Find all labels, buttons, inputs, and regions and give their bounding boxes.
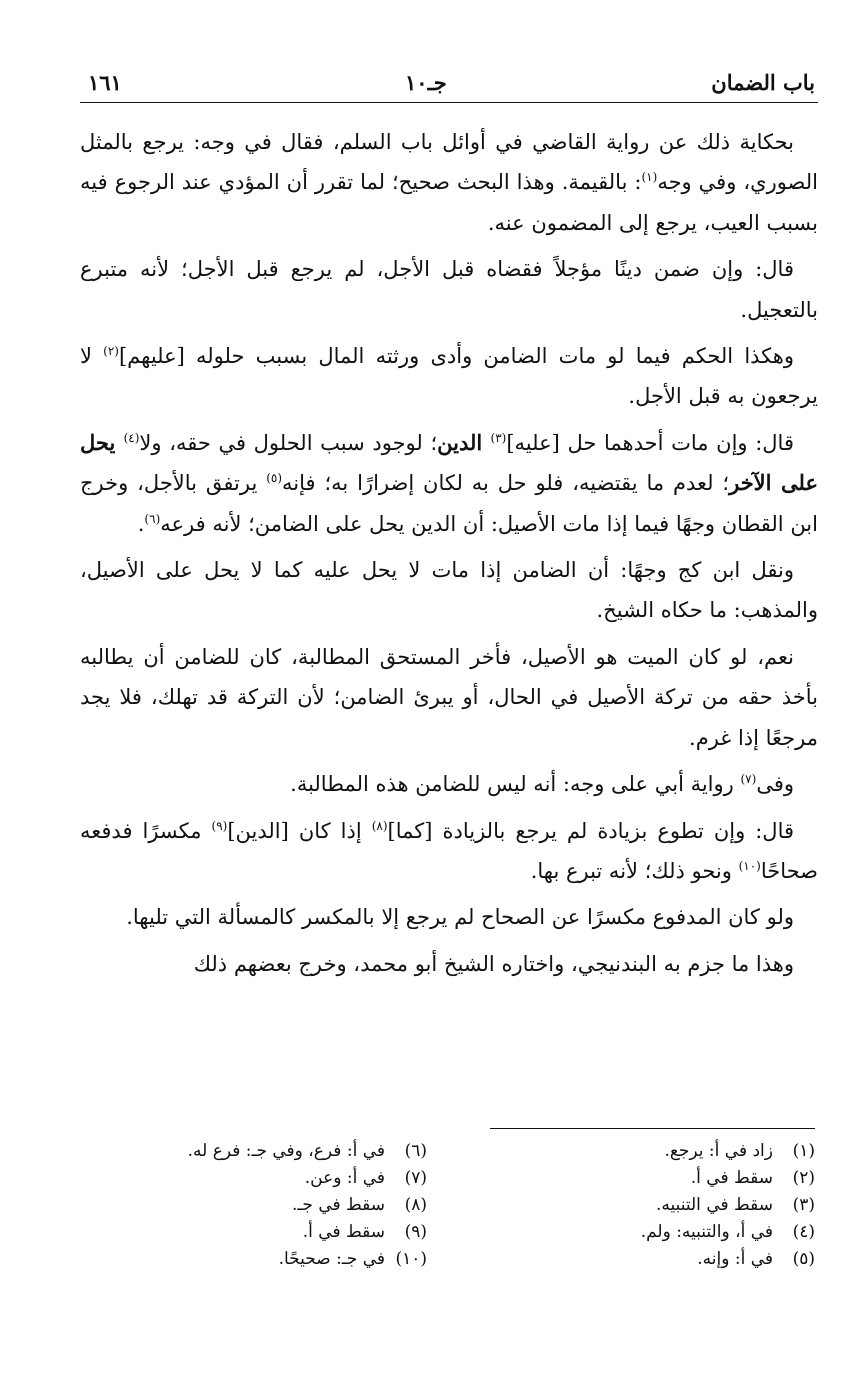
footnote	[77, 1192, 427, 1219]
footnote-ref-8: (٨)	[371, 818, 388, 833]
footnote-text: سقط في التنبيه.	[655, 1195, 773, 1215]
text: مكسرًا فدفعه صحاحًا	[80, 818, 818, 883]
text: ؛ لوجود سبب الحلول في حقه، ولا	[139, 430, 438, 455]
paragraph-4	[80, 423, 818, 544]
text: إذا كان [الدين]	[227, 818, 372, 843]
footnote	[77, 1246, 427, 1273]
text: وهكذا الحكم فيما لو مات الضامن وأدى ورثته المال بسبب حلوله [عليهم]	[118, 344, 794, 369]
footnote-rule	[490, 1128, 815, 1129]
footnote-text: في أ، والتنبيه: ولم.	[640, 1222, 773, 1242]
paragraph-8	[80, 811, 818, 892]
footnote	[515, 1165, 815, 1192]
text: ونقل ابن كج وجهًا: أن الضامن إذا مات لا يحل عليه كما لا يحل على الأصيل، والمذهب: ما حكاه الشيخ.	[80, 558, 818, 623]
footnote-ref-6: (٦)	[144, 511, 161, 526]
footnote-number: (٦)	[404, 1141, 427, 1161]
footnote-ref-2: (٢)	[103, 344, 119, 359]
footnote-ref-5: (٥)	[266, 471, 283, 486]
text: يرتفق بالأجل، وخرج ابن القطان وجهًا فيما إذا مات الأصيل: أن الدين يحل على الضامن؛ لأنه فرعه	[80, 471, 818, 536]
bold-term: الدين	[437, 429, 491, 455]
footnote	[77, 1165, 427, 1192]
text: ونحو ذلك؛ لأنه تبرع بها.	[530, 858, 739, 883]
footnote-text: في أ: وإنه.	[697, 1249, 773, 1269]
paragraph-6	[80, 637, 818, 758]
footnote	[515, 1246, 815, 1273]
footnote-ref-3: (٣)	[490, 430, 507, 445]
text: رواية أبي على وجه: أنه ليس للضامن هذه المطالبة.	[290, 772, 741, 797]
page-number: ١٦١	[88, 70, 122, 95]
text: نعم، لو كان الميت هو الأصيل، فأخر المستحق المطالبة، كان للضامن أن يطالبه بأخذ حقه من تركة الأصيل في الحال، أو يبرئ الضامن؛ لأن التركة قد تهلك، فلا يجد مرجعًا إذا غرم.	[80, 644, 818, 750]
paragraph-10	[80, 944, 818, 984]
paragraph-2	[80, 249, 818, 330]
main-text	[80, 122, 818, 990]
paragraph-3	[80, 336, 818, 417]
footnote	[515, 1219, 815, 1246]
text: ؛ لعدم ما يقتضيه، فلو حل به لكان إضرارًا به؛ فإنه	[282, 471, 730, 496]
footnotes-column-left	[77, 1138, 427, 1273]
footnote-number: (٨)	[404, 1195, 427, 1215]
footnote-number: (٣)	[792, 1195, 815, 1215]
header-rule	[80, 102, 818, 103]
text: بحكاية ذلك عن رواية القاضي في أوائل باب السلم، فقال في وجه: يرجع بالمثل الصوري، وفي وجه	[80, 130, 818, 195]
footnote-text: زاد في أ: يرجع.	[664, 1141, 773, 1161]
footnote-number: (١٠)	[395, 1249, 427, 1269]
text: قال: وإن مات أحدهما حل [عليه]	[506, 430, 794, 455]
footnote-number: (٥)	[792, 1249, 815, 1269]
footnote-ref-1: (١)	[641, 170, 658, 185]
footnote	[77, 1219, 427, 1246]
text: : بالقيمة. وهذا البحث صحيح؛ لما تقرر أن المؤدي عند الرجوع فيه بسبب العيب، يرجع إلى المضمون عنه.	[80, 170, 818, 235]
paragraph-5	[80, 550, 818, 631]
paragraph-1	[80, 122, 818, 243]
footnote-number: (٤)	[792, 1222, 815, 1242]
footnote	[515, 1192, 815, 1219]
paragraph-9	[80, 897, 818, 937]
footnote-text: سقط في جـ.	[292, 1195, 385, 1215]
footnote-text: سقط في أ.	[690, 1168, 773, 1188]
footnote-text: في جـ: صحيحًا.	[278, 1249, 385, 1269]
footnote-ref-4: (٤)	[123, 430, 140, 445]
footnote-number: (١)	[792, 1141, 815, 1161]
text: قال: وإن ضمن دينًا مؤجلاً فقضاه قبل الأجل، لم يرجع قبل الأجل؛ لأنه متبرع بالتعجيل.	[80, 257, 818, 322]
footnote-number: (٢)	[792, 1168, 815, 1188]
footnote-ref-9: (٩)	[211, 818, 228, 833]
text: قال: وإن تطوع بزيادة لم يرجع بالزيادة [كما]	[387, 818, 795, 843]
footnote	[77, 1138, 427, 1165]
footnote-ref-7: (٧)	[740, 772, 757, 787]
text: وفى	[756, 772, 794, 797]
footnote	[515, 1138, 815, 1165]
footnote-ref-10: (١٠)	[738, 858, 761, 873]
text: لا يرجعون به قبل الأجل.	[80, 344, 818, 409]
bold-term: يحل على الآخر	[80, 429, 818, 496]
footnote-number: (٧)	[404, 1168, 427, 1188]
running-head-title: باب الضمان	[711, 70, 815, 95]
footnote-text: سقط في أ.	[302, 1222, 385, 1242]
footnote-number: (٩)	[404, 1222, 427, 1242]
running-head-volume: جـ١٠	[405, 70, 447, 95]
footnote-text: في أ: فرع، وفي جـ: فرع له.	[187, 1141, 385, 1161]
text: وهذا ما جزم به البندنيجي، واختاره الشيخ أبو محمد، وخرج بعضهم ذلك	[193, 951, 794, 976]
footnotes-column-right	[515, 1138, 815, 1273]
text: .	[137, 511, 145, 536]
text: ولو كان المدفوع مكسرًا عن الصحاح لم يرجع إلا بالمكسر كالمسألة التي تليها.	[126, 905, 794, 930]
paragraph-7	[80, 764, 818, 804]
footnote-text: في أ: وعن.	[304, 1168, 385, 1188]
